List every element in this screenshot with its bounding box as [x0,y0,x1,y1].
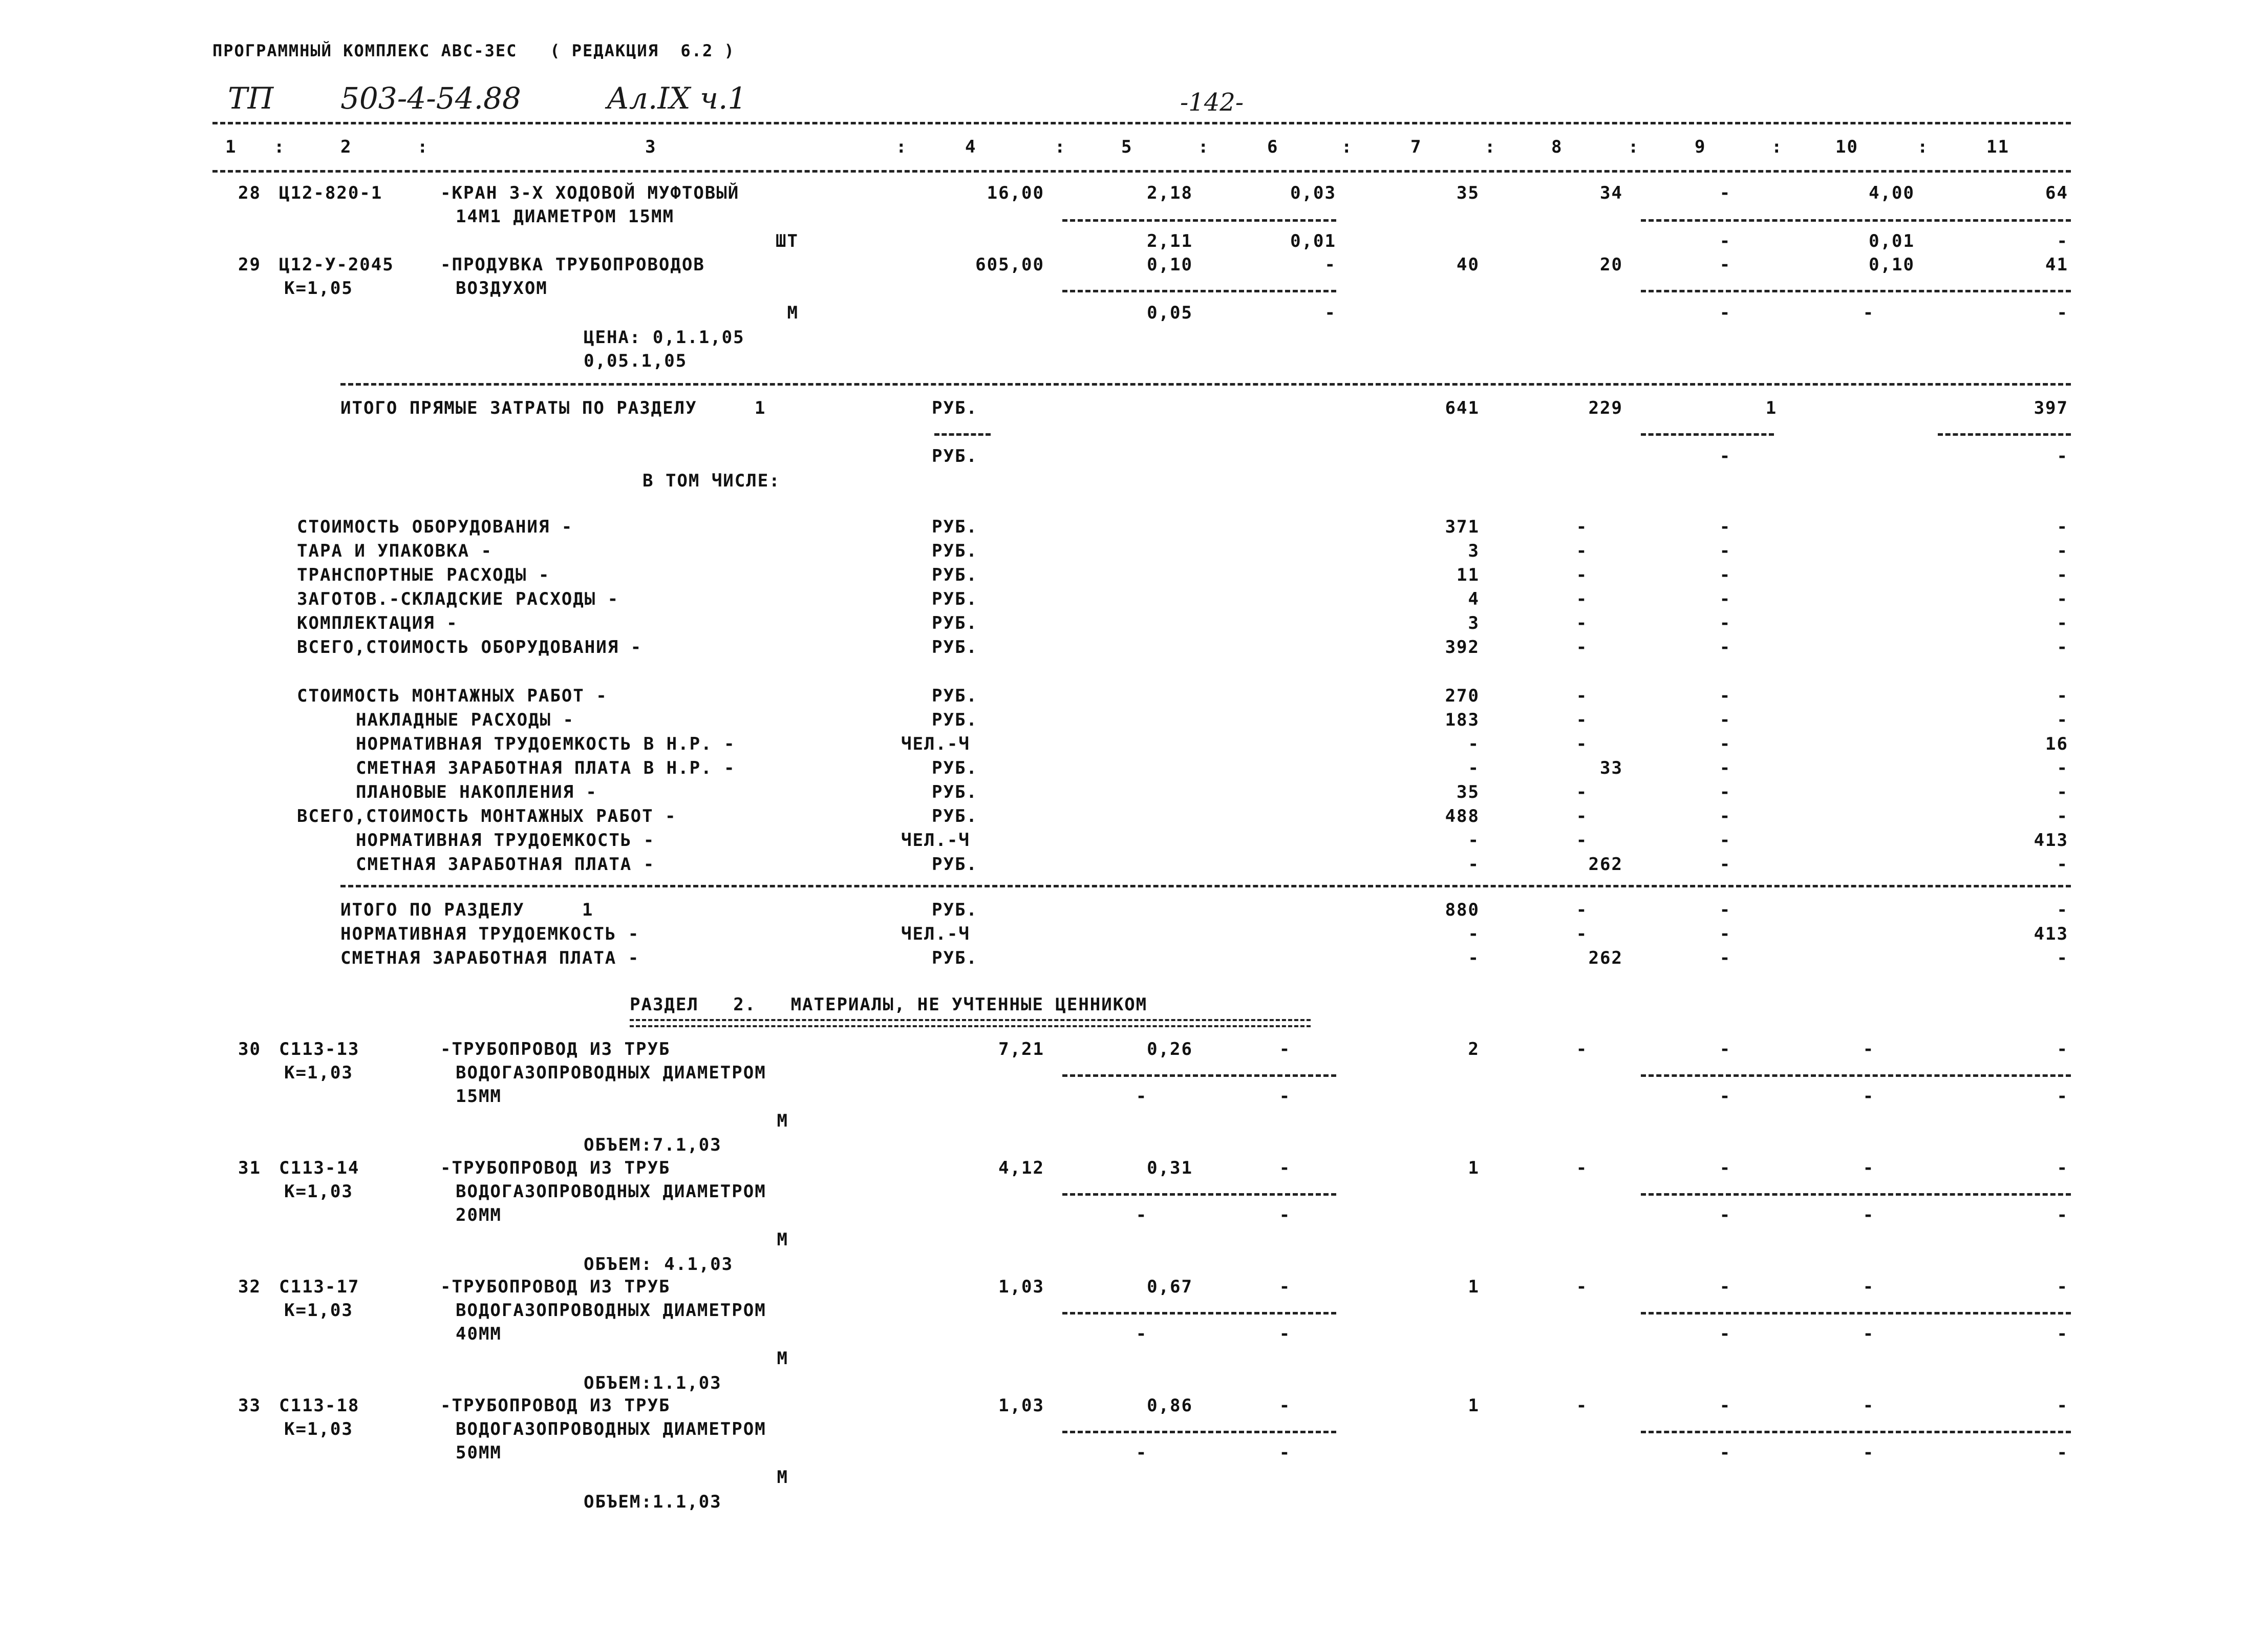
rule-section-total [340,885,2071,887]
col-sep: : [1341,137,1353,157]
section2-underline [630,1019,1311,1027]
col-sep: : [1628,137,1640,157]
section2-title: РАЗДЕЛ 2. МАТЕРИАЛЫ, НЕ УЧТЕННЫЕ ЦЕННИКОМ [630,994,1148,1015]
hand-album: Ал.IX ч.1 [607,81,747,116]
col-5: 5 [1121,137,1133,157]
program-title: ПРОГРАММНЫЙ КОМПЛЕКС АВС-3ЕС ( РЕДАКЦИЯ 6.2 ) [212,41,735,60]
col-6: 6 [1267,137,1279,157]
col-11: 11 [1986,137,2009,157]
hand-tp: ТП [228,81,274,116]
col-2: 2 [340,137,352,157]
col-3: 3 [645,137,657,157]
col-sep: : [1198,137,1210,157]
col-8: 8 [1551,137,1563,157]
rule-header [212,170,2071,173]
hand-code: 503-4-54.88 [340,81,521,116]
col-sep: : [1917,137,1929,157]
col-7: 7 [1410,137,1422,157]
col-sep: : [417,137,429,157]
col-sep: : [1485,137,1496,157]
rule-total [340,383,2071,386]
including-heading: В ТОМ ЧИСЛЕ: [643,471,781,491]
col-4: 4 [965,137,977,157]
col-sep: : [274,137,286,157]
col-sep: : [896,137,908,157]
col-sep: : [1055,137,1066,157]
col-9: 9 [1695,137,1706,157]
col-1: 1 [225,137,237,157]
col-sep: : [1771,137,1783,157]
hand-page: -142- [1180,88,1244,117]
col-10: 10 [1835,137,1858,157]
rule-top [212,122,2071,124]
